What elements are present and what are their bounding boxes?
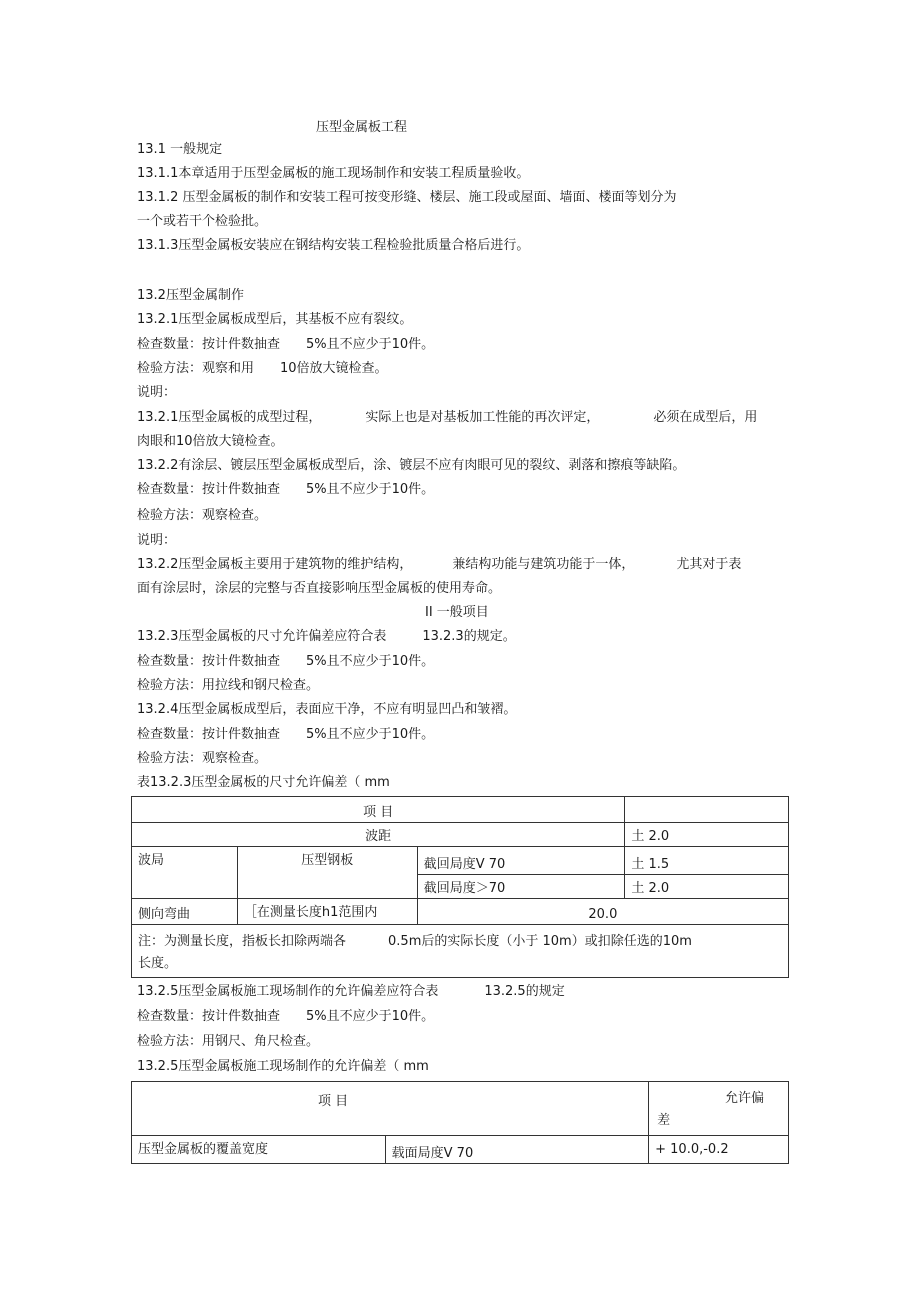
text-segment: 13.2.3压型金属板的尺寸允许偏差应符合表 [137,629,387,644]
table-cell: 截回局度V 70 [417,847,625,875]
text-segment: 尤其对于表 [676,557,742,572]
table-caption: 13.2.5压型金属板施工现场制作的允许偏差（ mm [137,1059,429,1074]
text-line: 面有涂层时，涂层的完整与否直接影响压型金属板的使用寿命。 [137,581,502,596]
text-segment: 13.2.5压型金属板施工现场制作的允许偏差应符合表 [137,984,439,999]
section-heading: 13.2压型金属制作 [137,288,244,303]
text-segment: 5%且不应少于10件。 [306,337,435,352]
table-cell: ［在测量长度h1范围内 [237,899,417,925]
table-header-item: 项 目 [132,1082,649,1136]
table-caption: 表13.2.3压型金属板的尺寸允许偏差（ mm [137,775,390,790]
table-row [132,797,789,823]
header-segment: 差 [657,1113,671,1128]
table-row [132,899,789,925]
text-segment: 检查数量：按计件数抽查 [137,727,281,742]
table-header-blank [625,797,789,823]
table-cell: 压型金属板的覆盖宽度 [132,1136,386,1164]
text-line: 说明： [137,533,177,548]
text-segment: 13.2.5的规定 [484,984,565,999]
text-segment: 13.2.3的规定。 [422,629,516,644]
text-line [137,726,434,744]
text-line: 13.1.1本章适用于压型金属板的施工现场制作和安装工程质量验收。 [137,166,530,181]
table-cell: 土 2.0 [625,823,789,847]
section-heading: II 一般项目 [425,605,489,620]
text-segment: 5%且不应少于10件。 [306,727,435,742]
table-cell: 20.0 [417,899,788,925]
table-cell: 侧向弯曲 [132,899,238,925]
text-line: 13.2.4压型金属板成型后，表面应干净，不应有明显凹凸和皱褶。 [137,702,517,717]
text-line: 检验方法：用拉线和钢尺检查。 [137,678,320,693]
text-line [137,556,741,574]
table-note [132,925,789,978]
text-segment: 13.2.1压型金属板的成型过程， [137,410,322,425]
table-cell: 波距 [132,823,625,847]
text-segment: 检查数量：按计件数抽查 [137,654,281,669]
table-cell: 截回局度＞70 [417,875,625,899]
text-segment: 检查数量：按计件数抽查 [137,1009,281,1024]
note-segment: 注：为测量长度，指板长扣除两端各 [138,934,347,949]
text-line: 一个或若干个检验批。 [137,214,268,229]
text-line: 检验方法：用钢尺、角尺检查。 [137,1034,320,1049]
text-line [137,360,388,378]
table-cell: 土 1.5 [625,847,789,875]
table-row [132,925,789,978]
text-segment: 13.2.2压型金属板主要用于建筑物的维护结构， [137,557,413,572]
text-segment: 实际上也是对基板加工性能的再次评定， [365,410,600,425]
text-line [137,653,434,671]
tolerance-table-13-2-3 [131,796,789,978]
text-segment: 5%且不应少于10件。 [306,482,435,497]
table-row [132,823,789,847]
tolerance-table-13-2-5 [131,1081,789,1164]
text-segment: 10倍放大镜检查。 [280,361,388,376]
document-title: 压型金属板工程 [316,120,408,135]
table-cell: 波局 [132,847,238,899]
text-line: 13.1.3压型金属板安装应在钢结构安装工程检验批质量合格后进行。 [137,238,530,253]
text-line: 13.2.2有涂层、镀层压型金属板成型后，涂、镀层不应有肉眼可见的裂纹、剥落和擦痕等缺陷。 [137,458,686,473]
note-segment: 长度。 [138,956,178,971]
header-segment: 允许偏 [724,1091,764,1106]
text-line [137,409,757,427]
text-line: 检验方法：观察检查。 [137,751,268,766]
text-segment: 兼结构功能与建筑功能于一体， [452,557,635,572]
table-header-allowance [649,1082,789,1136]
text-segment: 检查数量：按计件数抽查 [137,482,281,497]
text-segment: 检验方法：观察和用 [137,361,255,376]
text-segment: 5%且不应少于10件。 [306,1009,435,1024]
text-line: 检验方法：观察检查。 [137,508,268,523]
table-row [132,847,789,875]
table-cell: + 10.0,-0.2 [649,1136,789,1164]
text-segment: 5%且不应少于10件。 [306,654,435,669]
text-line: 说明： [137,385,177,400]
table-header-item: 项 目 [132,797,625,823]
text-line [137,336,434,354]
text-line: 13.1 一般规定 [137,142,223,157]
text-line [137,628,516,646]
table-row [132,1082,789,1136]
text-line: 13.2.1压型金属板成型后，其基板不应有裂纹。 [137,312,413,327]
text-line: 肉眼和10倍放大镜检查。 [137,434,284,449]
table-cell: 压型钢板 [237,847,417,899]
text-line: 13.1.2 压型金属板的制作和安装工程可按变形缝、楼层、施工段或屋面、墙面、楼面等划分为 [137,190,677,205]
text-line [137,1008,434,1026]
table-row [132,1136,789,1164]
note-segment: 0.5m后的实际长度（小于 10m）或扣除任选的10m [388,934,692,949]
text-line [137,481,434,499]
text-line [137,983,565,1001]
table-cell: 土 2.0 [625,875,789,899]
table-cell: 载面局度V 70 [385,1136,648,1164]
text-segment: 检查数量：按计件数抽查 [137,337,281,352]
text-segment: 必须在成型后，用 [653,410,758,425]
